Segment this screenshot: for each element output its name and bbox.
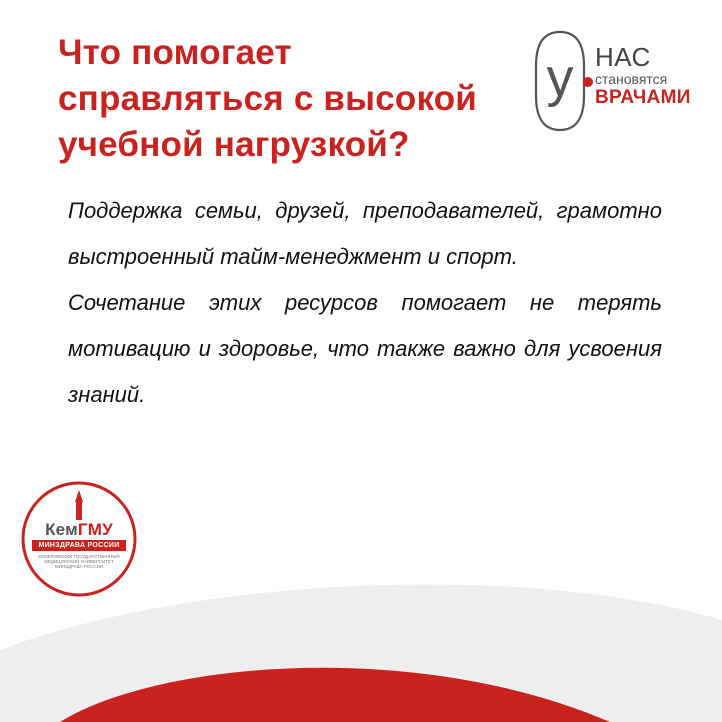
badge-name-left: Кем (45, 520, 78, 539)
brand-letter-icon (530, 26, 600, 136)
brand-line-1: НАС (595, 42, 651, 72)
badge-subtitle: МИНЗДРАВА РОССИИ (32, 540, 126, 551)
brand-dot-icon (583, 77, 593, 87)
title-line-3: учебной нагрузкой? (58, 125, 410, 164)
paragraph-2: Сочетание этих ресурсов помогает не терять мотивацию и здоровье, что также важно для усвоения знаний. (68, 290, 662, 407)
title-line-1: Что помогает (58, 33, 292, 72)
body-text (68, 188, 662, 418)
brand-text (595, 44, 691, 107)
page-title (58, 30, 528, 168)
brand-logo (530, 26, 710, 136)
decorative-wave (0, 560, 722, 722)
title-line-2: справляться с высокой (58, 79, 478, 118)
badge-name (20, 520, 138, 540)
brand-line-2: становятся (595, 71, 668, 87)
paragraph-1: Поддержка семьи, друзей, преподавателей, грамотно выстроенный тайм-менеджмент и спорт. (68, 198, 662, 269)
brand-letter: у (546, 48, 574, 108)
badge-fine-print: КЕМЕРОВСКИЙ ГОСУДАРСТВЕННЫЙ МЕДИЦИНСКИЙ УНИВЕРСИТЕТ МИНЗДРАВА РОССИИ (38, 554, 120, 569)
badge-name-right: ГМУ (77, 520, 113, 539)
brand-line-3: ВРАЧАМИ (595, 87, 691, 108)
